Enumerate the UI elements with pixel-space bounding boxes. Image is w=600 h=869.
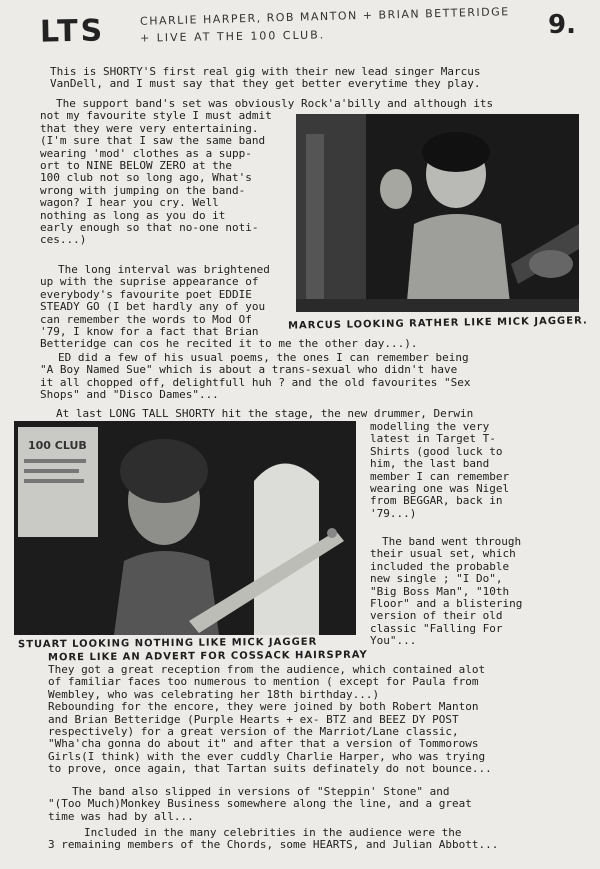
text-line: 100 club not so long ago, What's (40, 171, 252, 185)
text-line: of familiar faces too numerous to mention ( except for Paula from (48, 675, 479, 689)
text-line: not my favourite style I must admit (40, 109, 272, 123)
band-initials-heading: LTS (39, 13, 106, 50)
text-line: wearing 'mod' clothes as a supp- (40, 146, 252, 160)
text-line: VanDell, and I must say that they get better everytime they play. (50, 77, 481, 91)
text-line: Shirts (good luck to (370, 444, 503, 458)
text-line: ces...) (40, 233, 87, 247)
text-line: wearing one was Nigel (370, 482, 510, 496)
text-line: '79, I know for a fact that Brian (40, 325, 259, 339)
text-line: At last LONG TALL SHORTY hit the stage, the new drummer, Derwin (56, 407, 474, 420)
text-line: it all chopped off, delightfull huh ? and the old favourites "Sex (40, 375, 471, 389)
text-line: and Brian Betteridge (Purple Hearts + ex- BTZ and BEEZ DY POST (48, 712, 459, 726)
text-line: that they were very entertaining. (40, 121, 259, 135)
text-line: "(Too Much)Monkey Business somewhere along the line, and a great (48, 797, 472, 811)
text-line: "Big Boss Man", "10th (370, 584, 510, 598)
text-line: early enough so that no-one noti- (40, 221, 259, 235)
text-line: The band went through (382, 535, 522, 548)
text-line: him, the last band (370, 457, 490, 471)
text-line: You"... (370, 634, 417, 648)
intro-paragraph (50, 66, 480, 91)
text-line: The band also slipped in versions of "Steppin' Stone" and (72, 785, 450, 798)
text-line: (I'm sure that I saw the same band (40, 134, 266, 148)
text-line: '79...) (370, 506, 417, 520)
text-line: modelling the very (370, 420, 490, 433)
text-line: classic "Falling For (370, 621, 503, 635)
text-line: their usual set, which (370, 547, 516, 561)
text-line: Included in the many celebrities in the audience were the (84, 826, 462, 839)
band-set-paragraph (370, 536, 522, 648)
text-line: latest in Target T- (370, 432, 496, 446)
text-line: time was had by all... (48, 809, 194, 823)
ed-poems-paragraph (40, 352, 470, 402)
text-line: 3 remaining members of the Chords, some HEARTS, and Julian Abbott... (48, 838, 499, 852)
text-line: This is SHORTY'S first real gig with their new lead singer Marcus (50, 65, 481, 78)
text-line: The long interval was brightened (58, 263, 270, 276)
guest-names-heading: CHARLIE HARPER, ROB MANTON + BRIAN BETTERIDGE (139, 5, 510, 28)
text-line: "A Boy Named Sue" which is about a trans-sexual who didn't have (40, 363, 458, 377)
text-line: from BEGGAR, back in (370, 494, 503, 508)
text-line: everybody's favourite poet EDDIE (40, 287, 252, 301)
club-sign-text: 100 CLUB (28, 439, 87, 452)
text-line: They got a great reception from the audience, which contained alot (48, 663, 486, 676)
text-line: nothing as long as you do it (40, 208, 226, 222)
encore-songs-paragraph (48, 786, 472, 823)
text-line: to prove, once again, that Tartan suits definately do not bounce... (48, 762, 492, 776)
text-line: ort to NINE BELOW ZERO at the (40, 159, 233, 173)
page-number: 9. (548, 10, 576, 40)
text-line: up with the suprise appearance of (40, 275, 259, 289)
text-line: wagon? I hear you cry. Well (40, 196, 219, 210)
photo-marcus-caption: MARCUS LOOKING RATHER LIKE MICK JAGGER. (287, 315, 588, 332)
venue-heading: + LIVE AT THE 100 CLUB. (139, 28, 326, 45)
text-line: version of their old (370, 609, 503, 623)
text-line: ED did a few of his usual poems, the ones I can remember being (58, 351, 469, 364)
text-line: wrong with jumping on the band- (40, 183, 246, 197)
interval-paragraph (40, 264, 418, 351)
stage-paragraph-first-line (56, 408, 473, 420)
text-line: Rebounding for the encore, they were joined by both Robert Manton (48, 700, 479, 714)
text-line: can remember the words to Mod Of (40, 312, 252, 326)
text-line: respectively) for a great version of the Marriot/Lane classic, (48, 725, 459, 739)
photo-stuart (14, 421, 356, 635)
photo-stuart-image (14, 421, 356, 635)
text-line: Floor" and a blistering (370, 597, 523, 611)
photo-stuart-caption-line2: MORE LIKE AN ADVERT FOR COSSACK HAIRSPRAY (47, 649, 368, 664)
celebrities-paragraph (48, 827, 498, 852)
text-line: Wembley, who was celebrating her 18th birthday...) (48, 687, 380, 701)
text-line: Shops" and "Disco Dames"... (40, 388, 219, 402)
text-line: Girls(I think) with the ever cuddly Charlie Harper, who was trying (48, 749, 486, 763)
text-line: new single ; "I Do", (370, 572, 503, 586)
text-line: included the probable (370, 559, 510, 573)
text-line: "Wha'cha gonna do about it" and after that a version of Tommorows (48, 737, 479, 751)
photo-stuart-caption-line1: STUART LOOKING NOTHING LIKE MICK JAGGER (17, 636, 318, 651)
text-line: STEADY GO (I bet hardly any of you (40, 300, 266, 314)
text-line: member I can remember (370, 469, 510, 483)
stage-paragraph (370, 421, 509, 520)
text-line: The support band's set was obviously Rock'a'billy and although its (56, 97, 494, 110)
reception-paragraph (48, 664, 492, 776)
text-line: Betteridge can cos he recited it to me the other day...). (40, 337, 418, 351)
